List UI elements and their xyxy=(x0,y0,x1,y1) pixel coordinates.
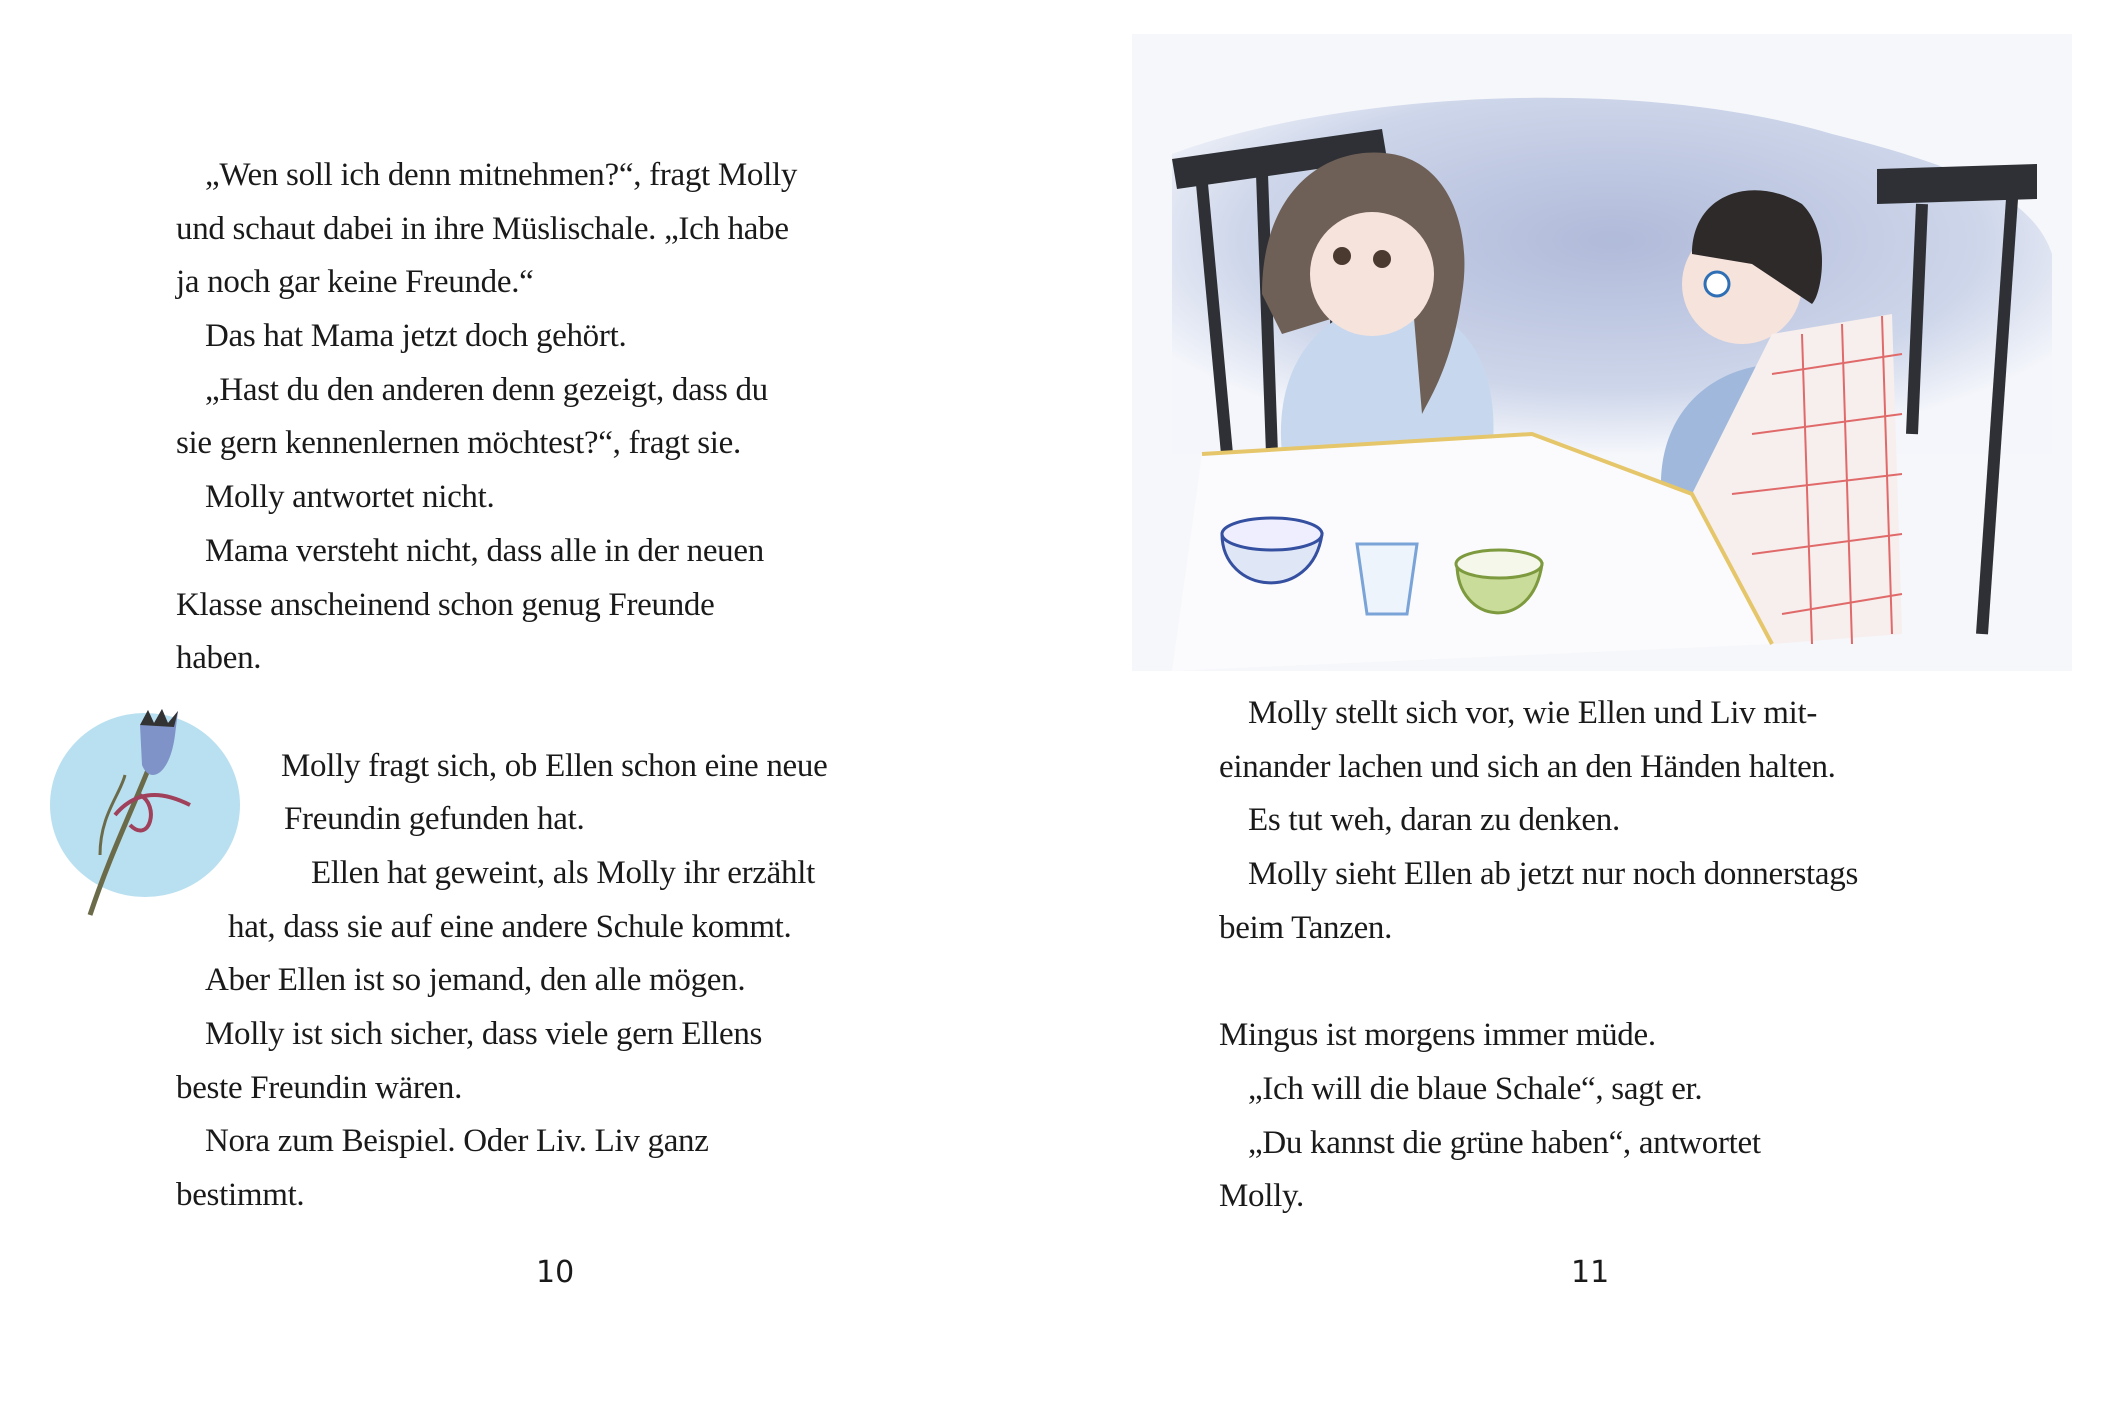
text-line: Klasse anscheinend schon genug Freunde xyxy=(176,586,715,623)
right-page xyxy=(1051,0,2102,1401)
text-line: hat, dass sie auf eine andere Schule kommt. xyxy=(228,908,792,945)
text-line: Molly stellt sich vor, wie Ellen und Liv mit- xyxy=(1248,695,1818,731)
text-line: beim Tanzen. xyxy=(1219,909,1393,946)
text-line: sie gern kennenlernen möchtest?“, fragt sie. xyxy=(176,425,741,462)
children-at-table-illustration xyxy=(1132,34,2072,671)
text-line: „Ich will die blaue Schale“, sagt er. xyxy=(1248,1070,1703,1107)
text-line: einander lachen und sich an den Händen halten. xyxy=(1219,748,1836,785)
text-line: Aber Ellen ist so jemand, den alle mögen. xyxy=(205,962,746,999)
text-line: Mingus ist morgens immer müde. xyxy=(1219,1017,1656,1054)
text-line: Molly ist sich sicher, dass viele gern Ellens xyxy=(205,1016,763,1052)
text-line: beste Freundin wären. xyxy=(176,1069,463,1106)
text-line: Ellen hat geweint, als Molly ihr erzählt xyxy=(311,854,815,891)
blank-line xyxy=(1219,955,1858,1009)
text-line: Molly. xyxy=(1219,1178,1304,1215)
text-line: „Hast du den anderen denn gezeigt, dass du xyxy=(205,371,768,408)
text-line: Mama versteht nicht, dass alle in der neuen xyxy=(205,532,764,569)
page-number: 11 xyxy=(1571,1255,1610,1290)
left-page-text xyxy=(176,149,827,1223)
page-number: 10 xyxy=(536,1255,575,1290)
text-line: ja noch gar keine Freunde.“ xyxy=(176,264,534,301)
blank-line xyxy=(176,686,827,740)
text-line: Molly antwortet nicht. xyxy=(205,479,495,516)
text-line: Nora zum Beispiel. Oder Liv. Liv ganz xyxy=(205,1123,709,1160)
text-line: „Du kannst die grüne haben“, antwortet xyxy=(1248,1124,1761,1161)
text-line: Molly fragt sich, ob Ellen schon eine neue xyxy=(281,747,828,784)
text-line: Molly sieht Ellen ab jetzt nur noch donnerstags xyxy=(1248,856,1859,893)
text-line: Es tut weh, daran zu denken. xyxy=(1248,802,1620,839)
right-page-text xyxy=(1219,687,1858,1224)
text-line: haben. xyxy=(176,640,262,677)
text-line: Freundin gefunden hat. xyxy=(284,801,585,838)
text-line: und schaut dabei in ihre Müslischale. „Ich habe xyxy=(176,210,789,247)
text-line: „Wen soll ich denn mitnehmen?“, fragt Molly xyxy=(205,157,798,193)
text-line: bestimmt. xyxy=(176,1177,305,1214)
text-line: Das hat Mama jetzt doch gehört. xyxy=(205,318,627,355)
